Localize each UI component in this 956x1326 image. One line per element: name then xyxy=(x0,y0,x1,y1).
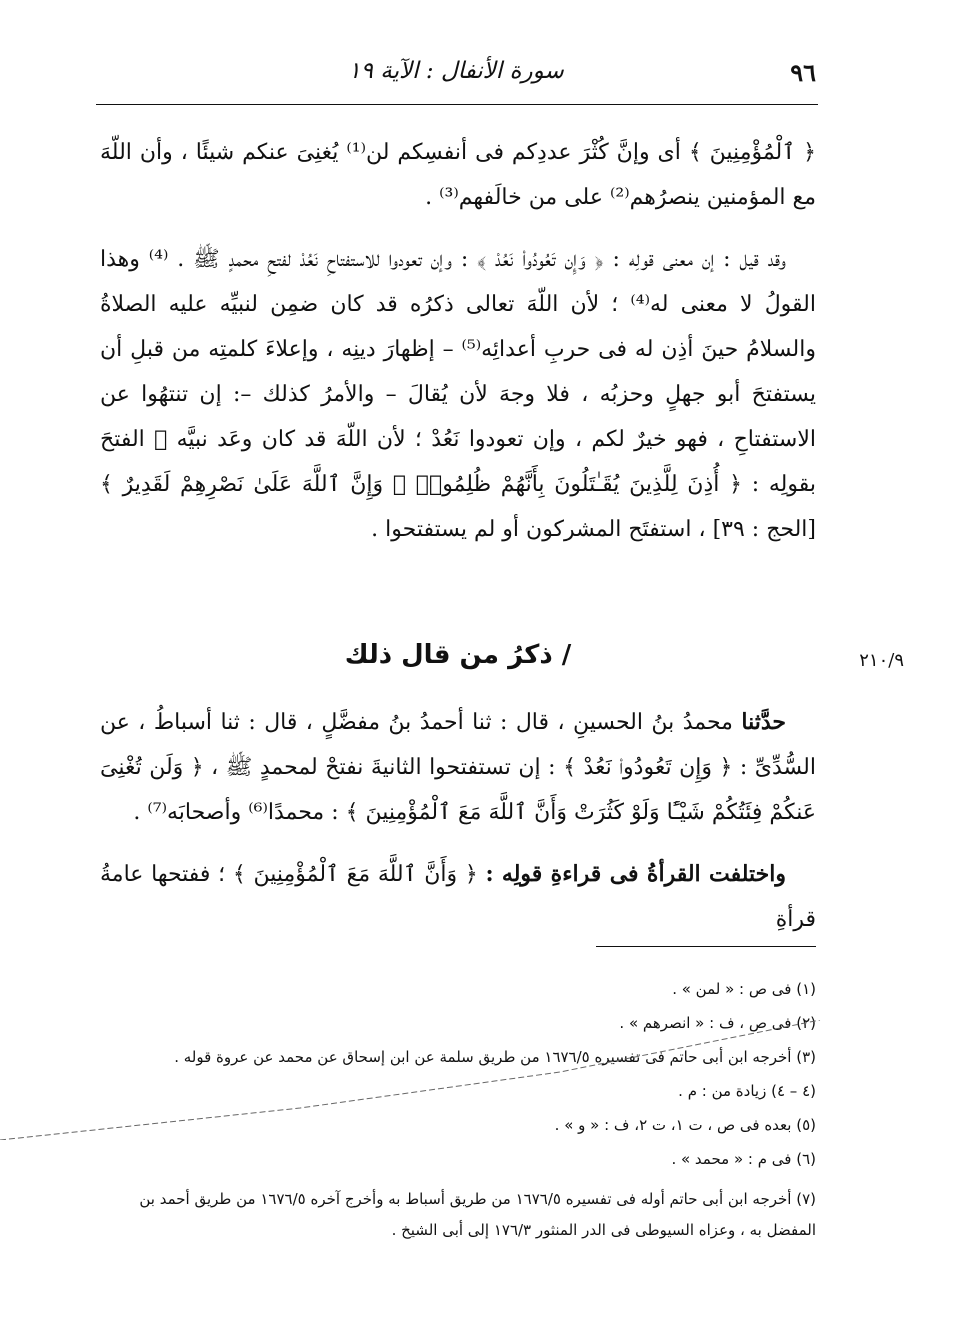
paragraph xyxy=(100,700,816,835)
paragraph xyxy=(100,852,816,942)
paragraph-lead: واختلفت القرأةُ فى قراءةِ قولِه : xyxy=(485,861,787,887)
page-header xyxy=(96,52,816,92)
paragraph-lead: حدَّثنا xyxy=(741,709,786,735)
footnotes xyxy=(100,980,816,1246)
footnote: (٣) أخرجه ابن أبى حاتم فى تفسيره ١٦٧٦/٥ من طريق سلمة عن ابن إسحاق عن محمد عن عروة قوله . xyxy=(174,1048,816,1066)
page-number: ٩٦ xyxy=(790,58,816,87)
paragraph: ﴿ ٱلْمُؤْمِنِينَ ﴾ أى وإنَّ كُثْرَ عددِكم فى أنفسِكم لن⁽¹⁾ يُغنِىَ عنكم شيئًا ، وأن اللّهَ مع المؤمنين ينصرُهم⁽²⁾ على من خالَفهم⁽³⁾ . xyxy=(100,140,817,210)
section-heading: / ذكرُ من قال ذلك xyxy=(344,640,572,670)
main-text-continued xyxy=(100,700,816,959)
footnote: (٥) بعده فى ص ، ت ١، ت ٢، ف : « و » . xyxy=(554,1116,816,1134)
footnote: (٧) أخرجه ابن أبى حاتم أوله فى تفسيره ١٦٧٦/٥ من طريق أسباط به وأخرج آخره ١٦٧٦/٥ من طريق أحمد بن المفضل به ، وعزاه السيوطى فى الدر المنثور ١٧٦/٣ إلى أبى الشيخ . xyxy=(139,1190,816,1239)
footnote: (٤ – ٤) زيادة من : م . xyxy=(678,1082,816,1100)
footnote: (٢) فى ص ، ف : « انصرهم » . xyxy=(619,1014,816,1032)
header-rule xyxy=(96,104,818,105)
running-title: سورة الأنفال : الآية ١٩ xyxy=(348,58,564,84)
footnote: (٦) فى م : « محمد » . xyxy=(671,1150,816,1168)
main-text xyxy=(100,130,816,569)
paragraph-body: ﴿ وَأَنَّ ٱللَّهَ مَعَ ٱلْمُؤْمِنِينَ ﴾ ؛ ففتحها عامةُ قرأةِ xyxy=(100,862,816,932)
paragraph-body: محمدُ بنُ الحسينِ ، قال : ثنا أحمدُ بنُ مفضَّلٍ ، قال : ثنا أسباطُ ، عن السُّدِّىِّ : ﴿ وَإِن تَعُودُوا۟ نَعُدْ ﴾ : إن تستفتحوا الثانيةَ نفتحْ لمحمدٍ ﷺ ، ﴿ وَلَن تُغْنِىَ عَنكُمْ فِئَتُكُمْ شَيْـًٔا وَلَوْ كَثُرَتْ وَأَنَّ ٱللَّهَ مَعَ ٱلْمُؤْمِنِينَ ﴾ : محمدًا⁽⁶⁾ وأصحابَه⁽⁷⁾ . xyxy=(100,710,816,825)
paragraph: وقد قيل : إن معنى قولِه : ﴿ وَإِن تَعُودُوا۟ نَعُدْ ﴾ : وإن تعودوا للاستفتاحِ نَعُدْ لفتحِ محمدٍ ﷺ . ⁽⁴⁾ وهذا القولُ لا معنى له⁽⁴⁾ ؛ لأن اللّهَ تعالى ذكرُه قد كان ضمِن لنبيِّه عليه الصلاةُ والسلامُ حينَ أذِن له فى حربِ أعدائِه⁽⁵⁾ – إظهارَ دينِه ، وإعلاءَ كلمتِه من قبلِ أن يستفتحَ أبو جهلٍ وحزبُه ، فلا وجهَ لأن يُقالَ – والأمرُ كذلك –: إن تنتهُوا عن الاستفتاحِ ، فهو خيرٌ لكم ، وإن تعودوا نَعُدْ ؛ لأن اللّهَ قد كان وعَد نبيَّه ﷺ الفتحَ بقولِه : ﴿ أُذِنَ لِلَّذِينَ يُقَـٰتَلُونَ بِأَنَّهُمْ ظُلِمُوا۟ ۚ وَإِنَّ ٱللَّهَ عَلَىٰ نَصْرِهِمْ لَقَدِيرٌ ﴾ [الحج : ٣٩] ، استفتَح المشركون أو لم يستفتحوا . xyxy=(100,247,816,542)
footnote-rule xyxy=(596,946,816,947)
margin-reference: ٢١٠/٩ xyxy=(859,650,904,671)
footnote: (١) فى ص : « لمن » . xyxy=(672,980,816,998)
